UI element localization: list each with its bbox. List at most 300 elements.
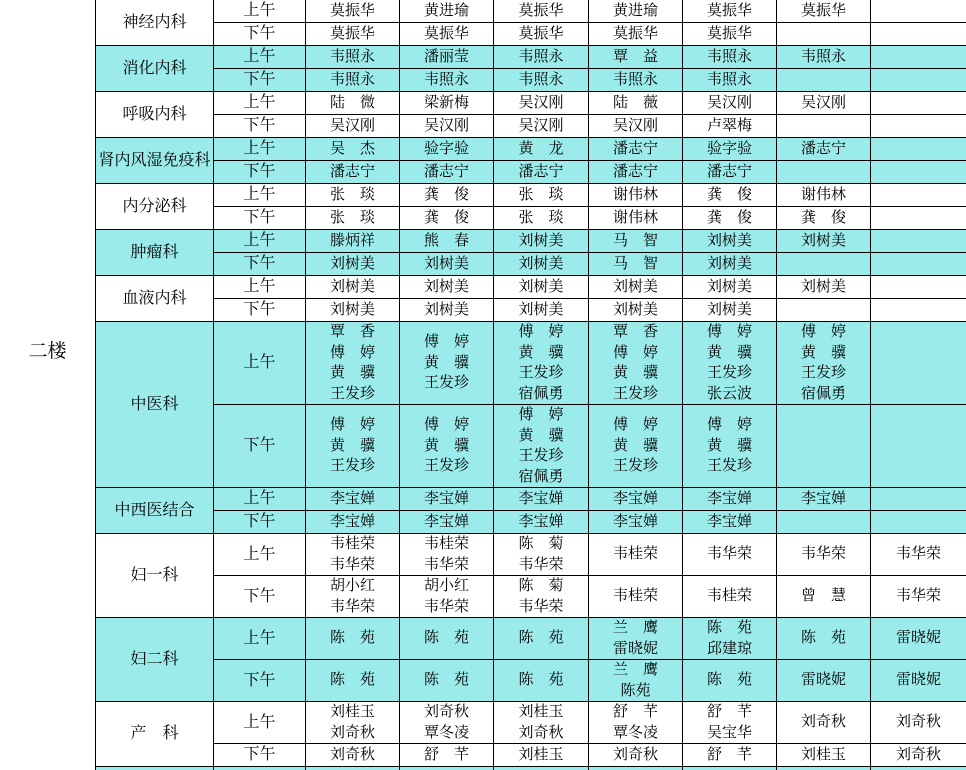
doctor-name: 傅 婷 bbox=[329, 344, 375, 361]
period-cell[interactable] bbox=[214, 253, 306, 276]
schedule-cell[interactable] bbox=[494, 744, 589, 767]
schedule-cell[interactable] bbox=[306, 253, 400, 276]
doctor-name: 李宝婵 bbox=[518, 490, 564, 507]
schedule-cell[interactable] bbox=[871, 115, 966, 138]
period-label: 上午 bbox=[243, 354, 276, 371]
doctor-name: 傅 婷 bbox=[706, 324, 752, 340]
doctor-name: 刘树美 bbox=[800, 278, 846, 295]
schedule-cell[interactable] bbox=[589, 618, 683, 660]
doctor-name: 兰 鹰 bbox=[612, 620, 658, 636]
schedule-cell[interactable] bbox=[400, 253, 494, 276]
period-cell[interactable] bbox=[214, 744, 306, 767]
period-cell[interactable] bbox=[214, 46, 306, 69]
schedule-cell[interactable] bbox=[683, 46, 777, 69]
doctor-name: 张云波 bbox=[706, 385, 752, 402]
schedule-cell[interactable] bbox=[683, 744, 777, 767]
period-cell[interactable] bbox=[214, 534, 306, 576]
doctor-name: 韦照永 bbox=[800, 48, 846, 65]
schedule-cell[interactable] bbox=[777, 299, 871, 322]
doctor-name: 黄 骥 bbox=[706, 437, 752, 454]
doctor-name: 韦华荣 bbox=[895, 546, 941, 563]
doctor-name: 韦照永 bbox=[612, 71, 658, 88]
schedule-cell[interactable] bbox=[494, 702, 589, 744]
schedule-cell[interactable] bbox=[683, 115, 777, 138]
department-cell[interactable] bbox=[96, 322, 214, 488]
doctor-name: 韦华荣 bbox=[329, 598, 375, 615]
schedule-cell[interactable] bbox=[777, 576, 871, 618]
schedule-cell[interactable] bbox=[494, 138, 589, 161]
schedule-cell[interactable] bbox=[494, 161, 589, 184]
period-label: 下午 bbox=[243, 163, 276, 180]
doctor-name: 莫振华 bbox=[518, 2, 564, 19]
period-cell[interactable] bbox=[214, 92, 306, 115]
doctor-name: 刘树美 bbox=[800, 232, 846, 249]
schedule-cell[interactable] bbox=[871, 0, 966, 23]
doctor-name: 黄 骥 bbox=[518, 427, 564, 444]
schedule-cell[interactable] bbox=[589, 184, 683, 207]
schedule-cell[interactable] bbox=[777, 23, 871, 46]
schedule-cell[interactable] bbox=[589, 115, 683, 138]
schedule-cell[interactable] bbox=[589, 744, 683, 767]
period-cell[interactable] bbox=[214, 618, 306, 660]
schedule-cell[interactable] bbox=[400, 702, 494, 744]
schedule-cell[interactable] bbox=[400, 511, 494, 534]
schedule-cell[interactable] bbox=[871, 534, 966, 576]
period-cell[interactable] bbox=[214, 184, 306, 207]
schedule-cell[interactable] bbox=[306, 230, 400, 253]
schedule-cell[interactable] bbox=[683, 23, 777, 46]
department-cell[interactable] bbox=[96, 0, 214, 46]
schedule-cell[interactable] bbox=[400, 660, 494, 702]
schedule-cell[interactable] bbox=[871, 46, 966, 69]
department-cell[interactable] bbox=[96, 230, 214, 276]
schedule-cell[interactable] bbox=[306, 115, 400, 138]
doctor-name: 宿佩勇 bbox=[518, 468, 564, 485]
doctor-name: 莫振华 bbox=[329, 25, 375, 42]
schedule-cell[interactable] bbox=[306, 618, 400, 660]
schedule-cell[interactable] bbox=[777, 207, 871, 230]
schedule-cell[interactable] bbox=[494, 299, 589, 322]
schedule-cell[interactable] bbox=[683, 184, 777, 207]
schedule-cell[interactable] bbox=[589, 488, 683, 511]
schedule-cell[interactable] bbox=[589, 576, 683, 618]
schedule-cell[interactable] bbox=[400, 405, 494, 488]
department-name: 呼吸内科 bbox=[122, 105, 187, 123]
schedule-cell[interactable] bbox=[777, 744, 871, 767]
schedule-cell[interactable] bbox=[683, 92, 777, 115]
schedule-cell[interactable] bbox=[589, 69, 683, 92]
doctor-name: 黄 龙 bbox=[518, 140, 564, 157]
schedule-cell[interactable] bbox=[777, 405, 871, 488]
department-cell[interactable] bbox=[96, 138, 214, 184]
schedule-cell[interactable] bbox=[777, 511, 871, 534]
schedule-cell[interactable] bbox=[306, 299, 400, 322]
department-cell[interactable] bbox=[96, 92, 214, 138]
schedule-cell[interactable] bbox=[589, 322, 683, 405]
schedule-cell[interactable] bbox=[871, 230, 966, 253]
schedule-cell[interactable] bbox=[306, 46, 400, 69]
schedule-cell[interactable] bbox=[494, 230, 589, 253]
schedule-cell[interactable] bbox=[777, 92, 871, 115]
doctor-name: 龚 俊 bbox=[706, 186, 752, 203]
schedule-cell[interactable] bbox=[589, 276, 683, 299]
doctor-name: 李宝婵 bbox=[612, 490, 658, 507]
schedule-cell[interactable] bbox=[777, 230, 871, 253]
schedule-cell[interactable] bbox=[777, 660, 871, 702]
schedule-cell[interactable] bbox=[683, 138, 777, 161]
doctor-name: 陈 苑 bbox=[800, 630, 846, 647]
schedule-cell[interactable] bbox=[777, 276, 871, 299]
doctor-name: 傅 婷 bbox=[612, 344, 658, 361]
schedule-cell[interactable] bbox=[400, 618, 494, 660]
schedule-cell[interactable] bbox=[306, 207, 400, 230]
doctor-name: 刘树美 bbox=[518, 278, 564, 295]
period-cell[interactable] bbox=[214, 702, 306, 744]
schedule-cell[interactable] bbox=[400, 138, 494, 161]
schedule-cell[interactable] bbox=[683, 161, 777, 184]
schedule-cell[interactable] bbox=[400, 322, 494, 405]
schedule-cell[interactable] bbox=[871, 253, 966, 276]
schedule-cell[interactable] bbox=[494, 618, 589, 660]
period-label: 下午 bbox=[243, 209, 276, 226]
period-cell[interactable] bbox=[214, 322, 306, 405]
schedule-cell[interactable] bbox=[683, 276, 777, 299]
schedule-cell[interactable] bbox=[306, 322, 400, 405]
department-cell[interactable] bbox=[96, 702, 214, 767]
schedule-cell[interactable] bbox=[589, 207, 683, 230]
schedule-cell[interactable] bbox=[306, 0, 400, 23]
department-cell[interactable] bbox=[96, 618, 214, 702]
schedule-cell[interactable] bbox=[494, 511, 589, 534]
doctor-name: 韦照永 bbox=[329, 48, 375, 65]
period-cell[interactable] bbox=[214, 660, 306, 702]
schedule-cell[interactable] bbox=[871, 69, 966, 92]
schedule-cell[interactable] bbox=[871, 511, 966, 534]
doctor-name: 黄 骥 bbox=[329, 437, 375, 454]
doctor-name: 兰 鹰 bbox=[612, 662, 658, 678]
schedule-cell[interactable] bbox=[589, 253, 683, 276]
schedule-cell[interactable] bbox=[871, 138, 966, 161]
schedule-cell[interactable] bbox=[871, 744, 966, 767]
schedule-cell[interactable] bbox=[306, 23, 400, 46]
schedule-cell[interactable] bbox=[683, 660, 777, 702]
schedule-cell[interactable] bbox=[871, 576, 966, 618]
schedule-cell[interactable] bbox=[777, 138, 871, 161]
doctor-name: 莫振华 bbox=[518, 25, 564, 42]
period-cell[interactable] bbox=[214, 299, 306, 322]
schedule-cell[interactable] bbox=[400, 488, 494, 511]
period-label: 下午 bbox=[243, 437, 276, 454]
schedule-cell[interactable] bbox=[683, 488, 777, 511]
schedule-cell[interactable] bbox=[683, 576, 777, 618]
schedule-cell[interactable] bbox=[400, 207, 494, 230]
schedule-cell[interactable] bbox=[683, 230, 777, 253]
floor-label: 二楼 bbox=[28, 341, 67, 362]
period-cell[interactable] bbox=[214, 576, 306, 618]
schedule-cell[interactable] bbox=[683, 253, 777, 276]
schedule-cell[interactable] bbox=[494, 534, 589, 576]
department-cell[interactable] bbox=[96, 276, 214, 322]
doctor-name: 韦华荣 bbox=[706, 546, 752, 563]
schedule-cell[interactable] bbox=[494, 488, 589, 511]
doctor-name: 舒 芊 bbox=[706, 746, 752, 763]
period-cell[interactable] bbox=[214, 138, 306, 161]
schedule-cell[interactable] bbox=[871, 660, 966, 702]
schedule-cell[interactable] bbox=[589, 511, 683, 534]
doctor-name: 刘树美 bbox=[518, 255, 564, 272]
schedule-cell[interactable] bbox=[400, 92, 494, 115]
period-label: 下午 bbox=[243, 25, 276, 42]
period-cell[interactable] bbox=[214, 230, 306, 253]
doctor-name: 黄 骥 bbox=[423, 354, 469, 371]
doctor-name: 胡小红 bbox=[329, 578, 375, 594]
doctor-name: 陈 苑 bbox=[706, 620, 752, 636]
doctor-name: 黄 骥 bbox=[612, 365, 658, 381]
schedule-cell[interactable] bbox=[683, 511, 777, 534]
doctor-name: 韦华荣 bbox=[518, 598, 564, 615]
period-label: 下午 bbox=[243, 71, 276, 88]
doctor-name: 雷晓妮 bbox=[612, 640, 658, 657]
schedule-cell[interactable] bbox=[494, 0, 589, 23]
department-cell[interactable] bbox=[96, 488, 214, 534]
schedule-cell[interactable] bbox=[871, 92, 966, 115]
schedule-cell[interactable] bbox=[589, 161, 683, 184]
schedule-cell[interactable] bbox=[777, 702, 871, 744]
schedule-cell[interactable] bbox=[589, 702, 683, 744]
schedule-cell[interactable] bbox=[777, 46, 871, 69]
doctor-name: 陈 苑 bbox=[423, 672, 469, 689]
period-label: 上午 bbox=[243, 278, 276, 295]
doctor-name: 李宝婵 bbox=[706, 490, 752, 507]
schedule-cell[interactable] bbox=[683, 322, 777, 405]
schedule-cell[interactable] bbox=[494, 184, 589, 207]
schedule-cell[interactable] bbox=[871, 207, 966, 230]
period-cell[interactable] bbox=[214, 276, 306, 299]
schedule-cell[interactable] bbox=[683, 405, 777, 488]
period-label: 上午 bbox=[243, 140, 276, 157]
schedule-cell[interactable] bbox=[589, 0, 683, 23]
period-label: 下午 bbox=[243, 255, 276, 272]
schedule-cell[interactable] bbox=[400, 46, 494, 69]
schedule-cell[interactable] bbox=[777, 534, 871, 576]
doctor-name: 刘树美 bbox=[612, 278, 658, 295]
schedule-cell[interactable] bbox=[494, 276, 589, 299]
schedule-cell[interactable] bbox=[683, 207, 777, 230]
schedule-cell[interactable] bbox=[777, 0, 871, 23]
doctor-name: 刘树美 bbox=[329, 255, 375, 272]
period-cell[interactable] bbox=[214, 161, 306, 184]
schedule-cell[interactable] bbox=[871, 405, 966, 488]
department-name: 消化内科 bbox=[122, 59, 187, 77]
schedule-cell[interactable] bbox=[777, 488, 871, 511]
doctor-name: 刘树美 bbox=[518, 232, 564, 249]
schedule-cell[interactable] bbox=[306, 138, 400, 161]
department-cell[interactable] bbox=[96, 534, 214, 618]
doctor-name: 刘树美 bbox=[423, 278, 469, 295]
schedule-cell[interactable] bbox=[871, 488, 966, 511]
schedule-cell[interactable] bbox=[400, 534, 494, 576]
schedule-cell[interactable] bbox=[306, 405, 400, 488]
schedule-cell[interactable] bbox=[589, 405, 683, 488]
schedule-cell[interactable] bbox=[494, 253, 589, 276]
period-cell[interactable] bbox=[214, 69, 306, 92]
schedule-cell[interactable] bbox=[400, 69, 494, 92]
doctor-name: 傅 婷 bbox=[423, 334, 469, 351]
schedule-cell[interactable] bbox=[494, 69, 589, 92]
doctor-name: 陈 苑 bbox=[423, 630, 469, 647]
doctor-name: 刘奇秋 bbox=[329, 724, 375, 741]
schedule-cell[interactable] bbox=[589, 23, 683, 46]
schedule-cell[interactable] bbox=[871, 702, 966, 744]
doctor-name: 邱建琼 bbox=[706, 640, 752, 657]
schedule-cell[interactable] bbox=[400, 0, 494, 23]
department-cell[interactable] bbox=[96, 184, 214, 230]
department-name: 血液内科 bbox=[122, 289, 187, 307]
schedule-cell[interactable] bbox=[683, 534, 777, 576]
doctor-name: 验字验 bbox=[706, 140, 752, 157]
schedule-cell[interactable] bbox=[400, 299, 494, 322]
doctor-name: 傅 婷 bbox=[800, 324, 846, 340]
schedule-cell[interactable] bbox=[683, 69, 777, 92]
doctor-name: 宿佩勇 bbox=[800, 385, 846, 402]
schedule-cell[interactable] bbox=[683, 299, 777, 322]
schedule-cell[interactable] bbox=[306, 92, 400, 115]
schedule-cell[interactable] bbox=[494, 115, 589, 138]
period-cell[interactable] bbox=[214, 115, 306, 138]
schedule-cell[interactable] bbox=[777, 253, 871, 276]
schedule-cell[interactable] bbox=[589, 534, 683, 576]
period-label: 上午 bbox=[243, 545, 276, 563]
schedule-cell[interactable] bbox=[777, 618, 871, 660]
period-cell[interactable] bbox=[214, 488, 306, 511]
doctor-name: 韦桂荣 bbox=[612, 588, 658, 605]
schedule-cell[interactable] bbox=[306, 660, 400, 702]
schedule-cell[interactable] bbox=[306, 702, 400, 744]
schedule-cell[interactable] bbox=[306, 744, 400, 767]
schedule-cell[interactable] bbox=[400, 230, 494, 253]
doctor-name: 黄 骥 bbox=[518, 344, 564, 361]
schedule-cell[interactable] bbox=[683, 618, 777, 660]
schedule-cell[interactable] bbox=[871, 299, 966, 322]
schedule-cell[interactable] bbox=[306, 511, 400, 534]
schedule-cell[interactable] bbox=[306, 488, 400, 511]
floor-cell[interactable] bbox=[0, 0, 96, 770]
doctor-name: 王发珍 bbox=[423, 458, 469, 475]
period-cell[interactable] bbox=[214, 511, 306, 534]
schedule-cell[interactable] bbox=[400, 23, 494, 46]
doctor-name: 潘志宁 bbox=[612, 163, 658, 180]
period-label: 上午 bbox=[243, 629, 276, 647]
doctor-name: 覃冬凌 bbox=[423, 724, 469, 741]
doctor-name: 韦华荣 bbox=[423, 556, 469, 573]
schedule-cell[interactable] bbox=[494, 322, 589, 405]
schedule-cell[interactable] bbox=[589, 299, 683, 322]
department-cell[interactable] bbox=[96, 46, 214, 92]
doctor-name: 刘树美 bbox=[706, 278, 752, 295]
doctor-name: 吴汉刚 bbox=[706, 94, 752, 111]
schedule-cell[interactable] bbox=[871, 161, 966, 184]
doctor-name: 李宝婵 bbox=[329, 490, 375, 507]
period-label: 下午 bbox=[243, 587, 276, 605]
schedule-cell[interactable] bbox=[494, 576, 589, 618]
doctor-name: 潘丽莹 bbox=[423, 48, 469, 65]
doctor-name: 傅 婷 bbox=[329, 417, 375, 434]
schedule-cell[interactable] bbox=[871, 23, 966, 46]
schedule-cell[interactable] bbox=[683, 0, 777, 23]
doctor-name: 韦桂荣 bbox=[423, 536, 469, 552]
period-cell[interactable] bbox=[214, 207, 306, 230]
schedule-cell[interactable] bbox=[777, 184, 871, 207]
schedule-cell[interactable] bbox=[494, 23, 589, 46]
department-name: 产 科 bbox=[130, 725, 179, 742]
period-label: 下午 bbox=[243, 301, 276, 318]
doctor-name: 傅 婷 bbox=[612, 417, 658, 434]
schedule-cell[interactable] bbox=[589, 92, 683, 115]
schedule-cell[interactable] bbox=[494, 660, 589, 702]
doctor-name: 刘奇秋 bbox=[612, 746, 658, 763]
schedule-cell[interactable] bbox=[494, 207, 589, 230]
schedule-cell[interactable] bbox=[400, 744, 494, 767]
schedule-cell[interactable] bbox=[589, 660, 683, 702]
schedule-cell[interactable] bbox=[777, 161, 871, 184]
period-label: 下午 bbox=[243, 513, 276, 530]
doctor-name: 傅 婷 bbox=[706, 417, 752, 434]
doctor-name: 刘树美 bbox=[518, 301, 564, 318]
doctor-name: 王发珍 bbox=[612, 458, 658, 475]
doctor-name: 覃 益 bbox=[612, 48, 658, 65]
schedule-cell[interactable] bbox=[777, 322, 871, 405]
schedule-cell[interactable] bbox=[589, 138, 683, 161]
period-cell[interactable] bbox=[214, 0, 306, 23]
schedule-cell[interactable] bbox=[306, 534, 400, 576]
doctor-name: 王发珍 bbox=[423, 375, 469, 392]
doctor-name: 莫振华 bbox=[706, 25, 752, 42]
schedule-cell[interactable] bbox=[494, 92, 589, 115]
period-cell[interactable] bbox=[214, 405, 306, 488]
schedule-cell[interactable] bbox=[871, 276, 966, 299]
doctor-name: 吴 杰 bbox=[329, 140, 375, 157]
schedule-cell[interactable] bbox=[306, 69, 400, 92]
schedule-cell[interactable] bbox=[306, 161, 400, 184]
schedule-cell[interactable] bbox=[400, 184, 494, 207]
schedule-cell[interactable] bbox=[400, 276, 494, 299]
doctor-name: 刘树美 bbox=[423, 301, 469, 318]
schedule-cell[interactable] bbox=[589, 230, 683, 253]
schedule-cell[interactable] bbox=[306, 184, 400, 207]
schedule-cell[interactable] bbox=[400, 576, 494, 618]
doctor-name: 张 琰 bbox=[518, 209, 564, 226]
schedule-cell[interactable] bbox=[306, 276, 400, 299]
schedule-cell[interactable] bbox=[871, 184, 966, 207]
schedule-cell[interactable] bbox=[589, 46, 683, 69]
doctor-name: 覃 香 bbox=[329, 324, 375, 340]
schedule-cell[interactable] bbox=[400, 161, 494, 184]
schedule-cell[interactable] bbox=[777, 115, 871, 138]
doctor-name: 刘奇秋 bbox=[895, 714, 941, 731]
schedule-cell[interactable] bbox=[871, 618, 966, 660]
schedule-cell[interactable] bbox=[494, 405, 589, 488]
schedule-cell[interactable] bbox=[306, 576, 400, 618]
period-cell[interactable] bbox=[214, 23, 306, 46]
schedule-cell[interactable] bbox=[683, 702, 777, 744]
doctor-name: 龚 俊 bbox=[706, 209, 752, 226]
doctor-name: 王发珍 bbox=[800, 365, 846, 381]
doctor-name: 陈 苑 bbox=[518, 630, 564, 647]
schedule-cell[interactable] bbox=[400, 115, 494, 138]
schedule-cell[interactable] bbox=[777, 69, 871, 92]
schedule-cell[interactable] bbox=[494, 46, 589, 69]
schedule-cell[interactable] bbox=[871, 322, 966, 405]
